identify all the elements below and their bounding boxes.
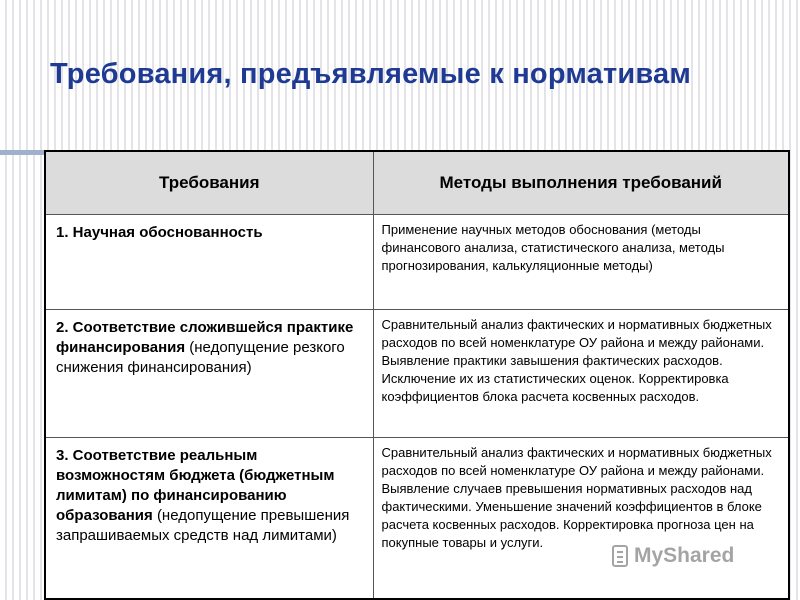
watermark-text: MyShared <box>634 544 735 567</box>
watermark <box>612 544 734 568</box>
requirement-note: (недопущение превышения запрашиваемых средств над лимитами) <box>56 507 350 544</box>
requirement-cell <box>45 310 373 438</box>
methods-cell: Сравнительный анализ фактических и нормативных бюджетных расходов по всей номенклатуре ОУ района и между районами. Выявление практики завышения фактических расходов. Исключение их из статистических оценок. Корректировка коэффициентов блока расчета косвенных расходов. <box>373 310 789 438</box>
accent-bar <box>0 150 46 155</box>
table-row <box>45 215 789 310</box>
document-icon <box>612 545 628 567</box>
table-row <box>45 310 789 438</box>
requirement-cell <box>45 438 373 600</box>
methods-cell: Сравнительный анализ фактических и нормативных бюджетных расходов по всей номенклатуре ОУ района и между районами. Выявление случаев превышения нормативных расходов над фактическими. Уменьшение значений коэффициентов в блоке расчета косвенных расходов. Корректировка прогноза цен на покупные товары и услуги. <box>373 438 789 600</box>
requirement-note: (недопущение резкого снижения финансирования) <box>56 339 345 376</box>
requirements-table <box>44 150 790 600</box>
header-requirements: Требования <box>45 151 373 215</box>
slide-title: Требования, предъявляемые к нормативам <box>50 58 692 90</box>
requirement-title: 1. Научная обоснованность <box>56 224 263 241</box>
methods-cell: Применение научных методов обоснования (методы финансового анализа, статистического анализа, методы прогнозирования, калькуляционные методы) <box>373 215 789 310</box>
table-row <box>45 438 789 600</box>
requirement-cell <box>45 215 373 310</box>
requirement-title: 3. Соответствие реальным возможностям бюджета (бюджетным лимитам) по финансированию образования <box>56 447 335 524</box>
table-header-row <box>45 151 789 215</box>
header-methods: Методы выполнения требований <box>373 151 789 215</box>
requirement-title: 2. Соответствие сложившейся практике финансирования <box>56 319 354 356</box>
